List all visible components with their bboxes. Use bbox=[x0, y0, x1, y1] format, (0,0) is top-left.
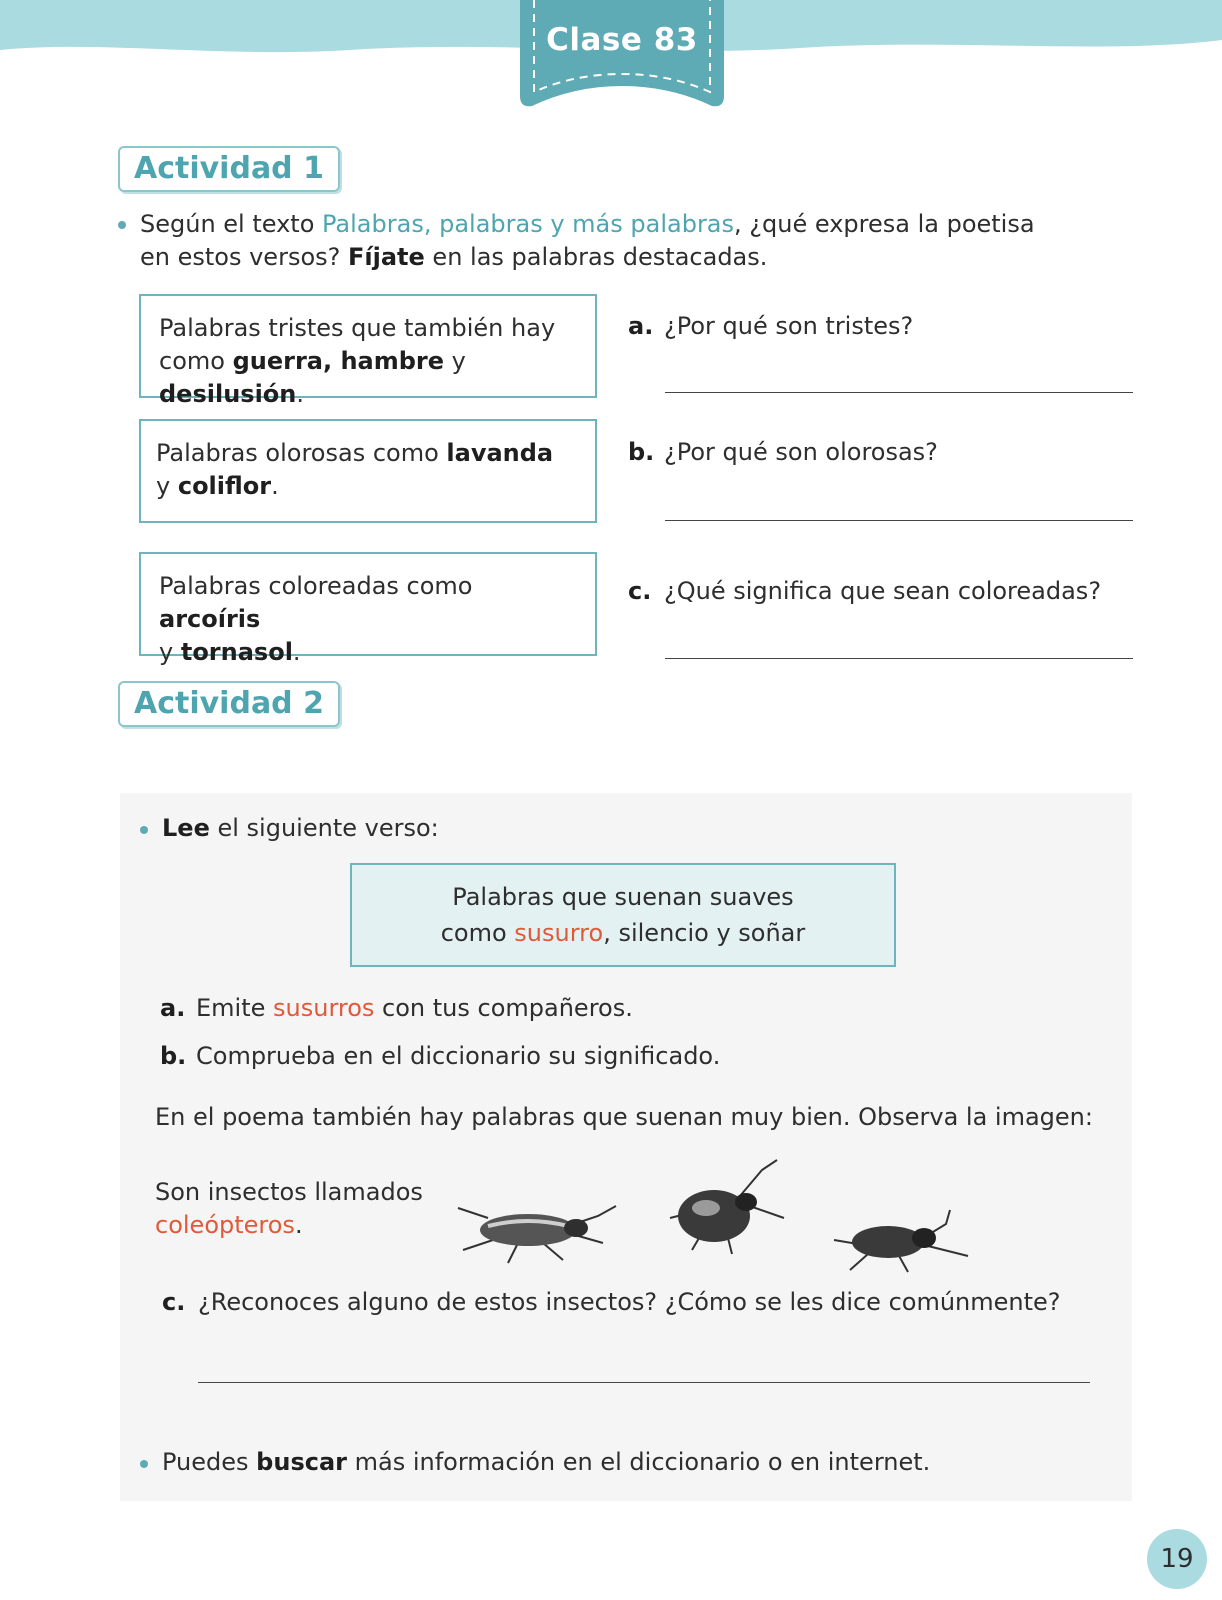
verse-text: . bbox=[292, 638, 301, 666]
verse-box-fragrant bbox=[139, 419, 597, 523]
beetle-image-1 bbox=[448, 1188, 628, 1268]
prompt-text: en estos versos? bbox=[140, 243, 348, 271]
poem-sentence: En el poema también hay palabras que suenan muy bien. Observa la imagen: bbox=[155, 1103, 1093, 1131]
question-a-letter: a. bbox=[628, 312, 654, 340]
verse-text: . bbox=[296, 380, 305, 408]
verse-highlight: arcoíris bbox=[159, 605, 261, 633]
verse-highlight: desilusión bbox=[159, 380, 297, 408]
lesson-label: Clase 83 bbox=[546, 22, 698, 58]
tip-bold: buscar bbox=[256, 1448, 347, 1476]
answer-line-b[interactable] bbox=[665, 520, 1133, 521]
item-text: con tus compañeros. bbox=[374, 994, 633, 1022]
bullet-dot bbox=[140, 1460, 148, 1468]
prompt-source-title: Palabras, palabras y más palabras bbox=[322, 210, 735, 238]
page-number: 19 bbox=[1147, 1529, 1207, 1589]
item-a-text bbox=[196, 994, 633, 1022]
verse-text: y bbox=[159, 638, 181, 666]
answer-line-item-c[interactable] bbox=[198, 1382, 1090, 1383]
item-b-text: Comprueba en el diccionario su significado. bbox=[196, 1042, 721, 1070]
activity-1-prompt bbox=[140, 208, 1100, 274]
verse-text: Palabras coloreadas como bbox=[159, 572, 473, 600]
item-highlight: susurros bbox=[273, 994, 375, 1022]
tip-text: más información en el diccionario o en internet. bbox=[346, 1448, 931, 1476]
verse-text: y bbox=[156, 472, 178, 500]
read-bold: Lee bbox=[162, 814, 210, 842]
prompt-bold-word: Fíjate bbox=[348, 243, 425, 271]
beetle-image-2 bbox=[662, 1158, 792, 1258]
insects-caption bbox=[155, 1176, 423, 1242]
bullet-dot bbox=[140, 826, 148, 834]
caption-text: Son insectos llamados bbox=[155, 1178, 423, 1206]
activity-1-heading: Actividad 1 bbox=[118, 146, 340, 192]
soft-words-verse-box bbox=[350, 863, 896, 967]
beetle-image-3 bbox=[828, 1206, 978, 1276]
answer-line-a[interactable] bbox=[665, 392, 1133, 393]
verse-highlight: lavanda bbox=[446, 439, 554, 467]
verse-text: . bbox=[271, 472, 279, 500]
tip-text: Puedes bbox=[162, 1448, 257, 1476]
item-b-letter: b. bbox=[160, 1042, 187, 1070]
verse-text: Palabras tristes que también hay bbox=[159, 314, 556, 342]
verse-text: Palabras olorosas como bbox=[156, 439, 447, 467]
question-c-letter: c. bbox=[628, 577, 652, 605]
question-c-text: ¿Qué significa que sean coloreadas? bbox=[664, 577, 1102, 605]
prompt-text: Según el texto bbox=[140, 210, 323, 238]
bullet-dot bbox=[118, 221, 126, 229]
verse-text: como bbox=[440, 919, 515, 947]
prompt-text: , ¿qué expresa la poetisa bbox=[734, 210, 1035, 238]
verse-text: y bbox=[444, 347, 466, 375]
verse-highlight: tornasol bbox=[180, 638, 293, 666]
verse-highlight: susurro bbox=[514, 919, 604, 947]
read-instruction bbox=[162, 812, 439, 845]
answer-line-c[interactable] bbox=[665, 658, 1133, 659]
caption-highlight: coleópteros bbox=[155, 1211, 295, 1239]
prompt-text: en las palabras destacadas. bbox=[424, 243, 768, 271]
verse-box-sad bbox=[139, 294, 597, 408]
verse-highlight: guerra, hambre bbox=[232, 347, 445, 375]
verse-text: como bbox=[159, 347, 233, 375]
verse-highlight: coliflor bbox=[177, 472, 272, 500]
item-a-letter: a. bbox=[160, 994, 186, 1022]
item-c-letter: c. bbox=[162, 1288, 186, 1316]
read-text: el siguiente verso: bbox=[209, 814, 439, 842]
item-c-text: ¿Reconoces alguno de estos insectos? ¿Cómo se les dice comúnmente? bbox=[198, 1288, 1061, 1316]
search-tip bbox=[162, 1446, 930, 1479]
question-a-text: ¿Por qué son tristes? bbox=[664, 312, 914, 340]
verse-text: Palabras que suenan suaves bbox=[452, 883, 794, 911]
verse-text: , silencio y soñar bbox=[603, 919, 806, 947]
question-b-text: ¿Por qué son olorosas? bbox=[664, 438, 938, 466]
question-b-letter: b. bbox=[628, 438, 655, 466]
activity-2-heading: Actividad 2 bbox=[118, 681, 340, 727]
verse-box-colorful bbox=[139, 552, 597, 666]
caption-text: . bbox=[294, 1211, 303, 1239]
item-text: Emite bbox=[196, 994, 274, 1022]
